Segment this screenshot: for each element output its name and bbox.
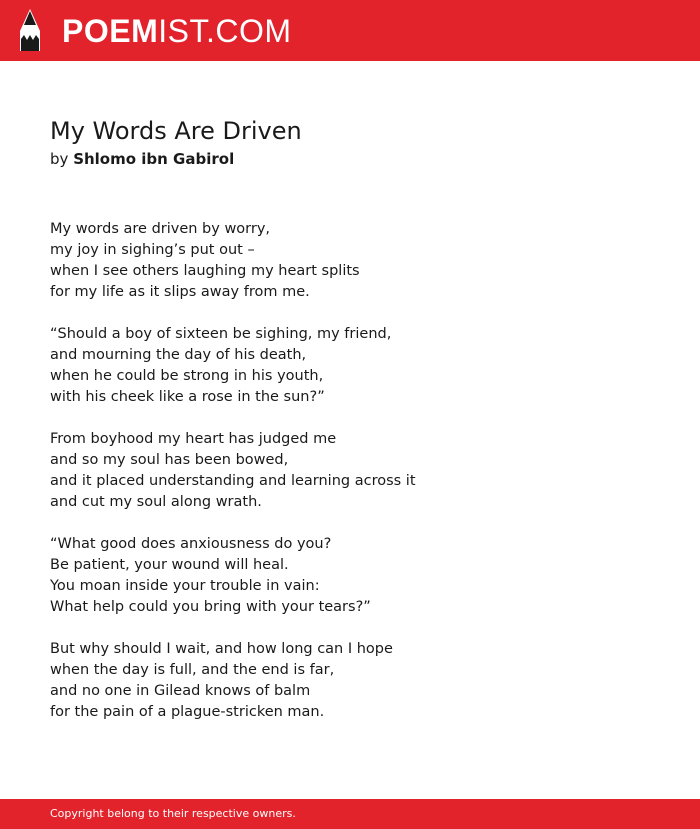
poem-line: my joy in sighing’s put out – — [50, 242, 255, 258]
poem-line: and no one in Gilead knows of balm — [50, 683, 311, 699]
brand-bold-text: POEM — [62, 13, 159, 49]
poem-body — [50, 219, 650, 744]
poem-line: and mourning the day of his death, — [50, 347, 307, 363]
poem-line: when he could be strong in his youth, — [50, 368, 324, 384]
poem-line: You moan inside your trouble in vain: — [50, 578, 320, 594]
stanza — [50, 639, 650, 723]
poem-line: But why should I wait, and how long can I hope — [50, 641, 393, 657]
poem-line: and cut my soul along wrath. — [50, 494, 262, 510]
byline — [50, 149, 234, 169]
poem-line: What help could you bring with your tears?” — [50, 599, 371, 615]
site-header — [0, 0, 700, 61]
poem-line: “Should a boy of sixteen be sighing, my friend, — [50, 326, 392, 342]
poem-line: My words are driven by worry, — [50, 221, 271, 237]
poem-line: when I see others laughing my heart splits — [50, 263, 360, 279]
poem-line: and so my soul has been bowed, — [50, 452, 289, 468]
poem-line: for my life as it slips away from me. — [50, 284, 310, 300]
stanza — [50, 429, 650, 513]
site-footer — [0, 799, 700, 829]
poem-title: My Words Are Driven — [50, 117, 302, 145]
poem-line: and it placed understanding and learning across it — [50, 473, 416, 489]
pencil-tip-icon[interactable] — [17, 9, 43, 51]
stanza — [50, 534, 650, 618]
poem-line: “What good does anxiousness do you? — [50, 536, 332, 552]
poem-line: with his cheek like a rose in the sun?” — [50, 389, 325, 405]
author-name: Shlomo ibn Gabirol — [73, 150, 235, 168]
poem-line: when the day is full, and the end is far, — [50, 662, 335, 678]
copyright-text: Copyright belong to their respective owners. — [50, 807, 296, 820]
site-logo[interactable] — [62, 12, 292, 50]
brand-light-text: IST.COM — [158, 13, 292, 49]
poem-line: for the pain of a plague-stricken man. — [50, 704, 325, 720]
stanza — [50, 324, 650, 408]
stanza — [50, 219, 650, 303]
by-label: by — [50, 150, 69, 168]
poem-line: From boyhood my heart has judged me — [50, 431, 337, 447]
poem-line: Be patient, your wound will heal. — [50, 557, 289, 573]
